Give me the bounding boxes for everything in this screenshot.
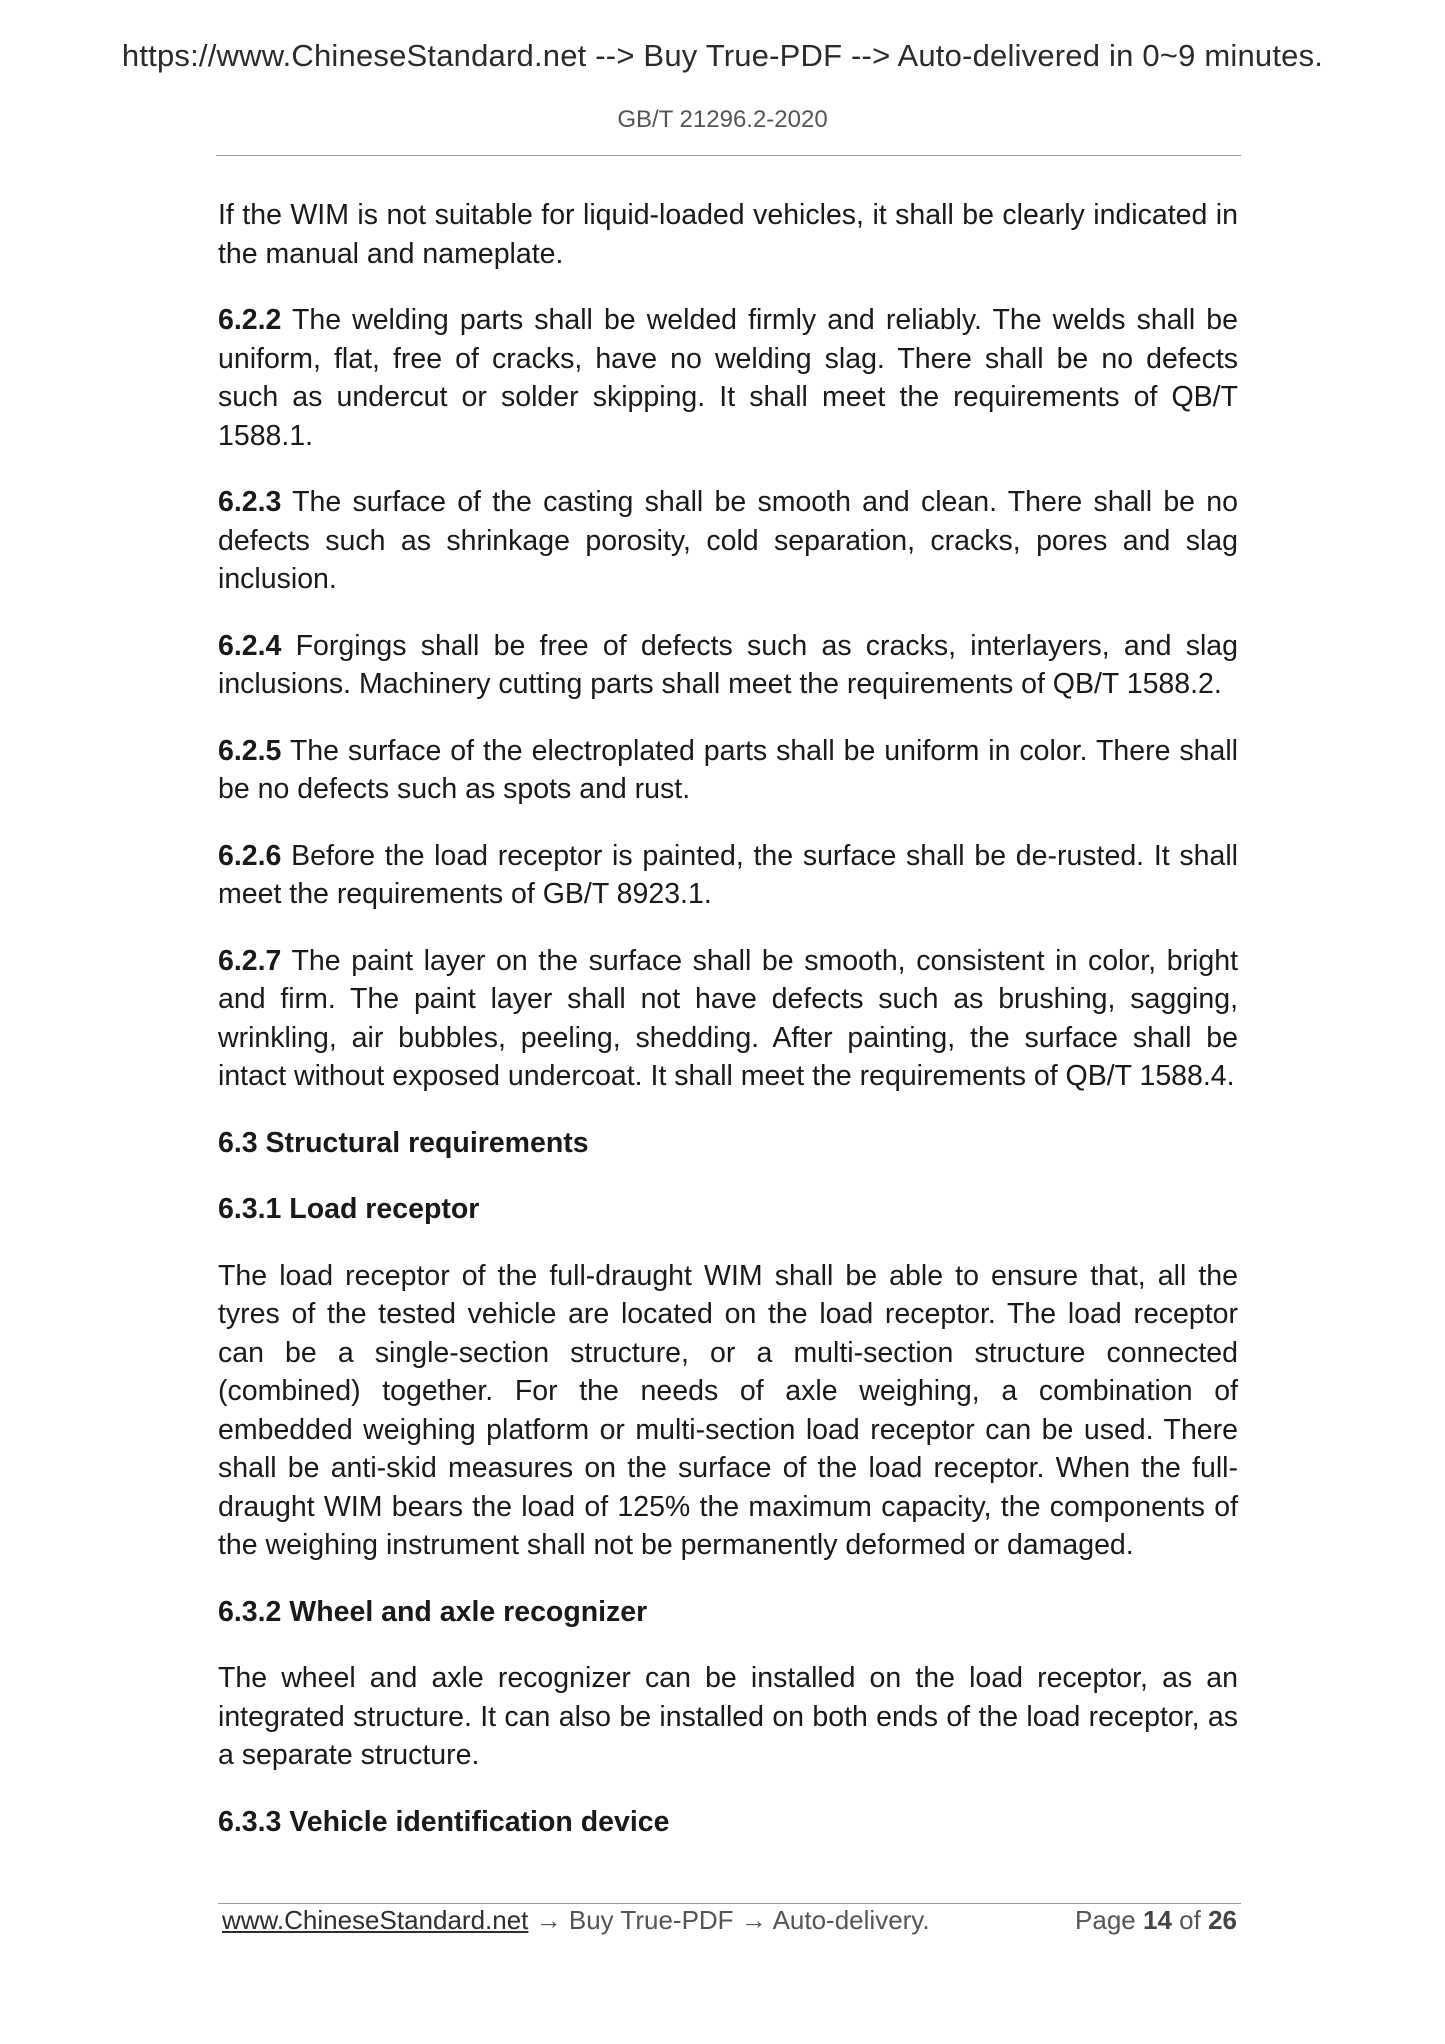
clause-number: 6.2.3 [218,486,282,518]
clause-number: 6.2.4 [218,629,282,662]
page-number: 14 [1143,1905,1172,1935]
clause-number: 6.2.7 [218,944,282,977]
page-footer [218,1905,1241,1945]
clause-text: The paint layer on the surface shall be smooth, consistent in color, bright and firm. The paint layer shall not have defects such as brushing, sagging, wrinkling, air bubbles, peeling, shedding. After painting, the surface shall be intact without exposed undercoat. It shall meet the requirements of QB/T 1588.4. [218,944,1238,1092]
section-heading-6-3-2: 6.3.2 Wheel and axle recognizer [218,1595,648,1628]
footer-divider [218,1903,1241,1904]
clause-text: Forgings shall be free of defects such as cracks, interlayers, and slag inclusions. Machinery cutting parts shall meet the requirements of QB/T 1588.2. [218,629,1238,700]
section-heading-6-3-3: 6.3.3 Vehicle identification device [218,1805,670,1838]
page-indicator: Page 14 of 26 [1075,1905,1237,1935]
footer-tagline: → Buy True-PDF → Auto-delivery. [528,1905,930,1935]
top-banner: https://www.ChineseStandard.net --> Buy True-PDF --> Auto-delivered in 0~9 minutes. [121,38,1324,73]
section-heading-6-3: 6.3 Structural requirements [218,1126,589,1159]
clause-text: Before the load receptor is painted, the surface shall be de-rusted. It shall meet the requirements of GB/T 8923.1. [218,839,1238,910]
page-total: 26 [1208,1905,1237,1935]
clause-text: The surface of the electroplated parts shall be uniform in color. There shall be no defects such as spots and rust. [218,734,1238,805]
clause-6-2-3 [218,483,1238,599]
clause-6-2-7 [218,942,1238,1096]
header-divider [216,155,1241,156]
standard-code: GB/T 21296.2-2020 [617,106,828,133]
clause-6-2-2 [218,301,1238,455]
section-heading-6-3-1: 6.3.1 Load receptor [218,1193,480,1225]
clause-6-2-5 [218,732,1238,809]
clause-text: The surface of the casting shall be smooth and clean. There shall be no defects such as shrinkage porosity, cold separation, cracks, pores and slag inclusion. [218,486,1238,595]
clause-text: The welding parts shall be welded firmly and reliably. The welds shall be uniform, flat, free of cracks, have no welding slag. There shall be no defects such as undercut or solder skipping. It shall meet the requirements of QB/T 1588.1. [218,304,1238,452]
clause-6-2-4 [218,627,1238,704]
document-body [218,196,1238,1869]
paragraph-liquid-loaded: If the WIM is not suitable for liquid-loaded vehicles, it shall be clearly indicated in the manual and nameplate. [218,199,1238,270]
clause-number: 6.2.5 [218,734,282,767]
clause-number: 6.2.2 [218,304,282,336]
paragraph-load-receptor: The load receptor of the full-draught WIM shall be able to ensure that, all the tyres of the tested vehicle are located on the load receptor. The load receptor can be a single-section structure, or a multi-section structure connected (combined) together. For the needs of axle weighing, a combination of embedded weighing platform or multi-section load receptor can be used. There shall be anti-skid measures on the surface of the load receptor. When the full-draught WIM bears the load of 125% the maximum capacity, the components of the weighing instrument shall not be permanently deformed or damaged. [218,1259,1238,1561]
clause-6-2-6 [218,837,1238,914]
clause-number: 6.2.6 [218,839,282,872]
footer-website-link[interactable]: www.ChineseStandard.net [222,1905,529,1935]
paragraph-wheel-axle-recognizer: The wheel and axle recognizer can be installed on the load receptor, as an integrated structure. It can also be installed on both ends of the load receptor, as a separate structure. [218,1662,1238,1771]
